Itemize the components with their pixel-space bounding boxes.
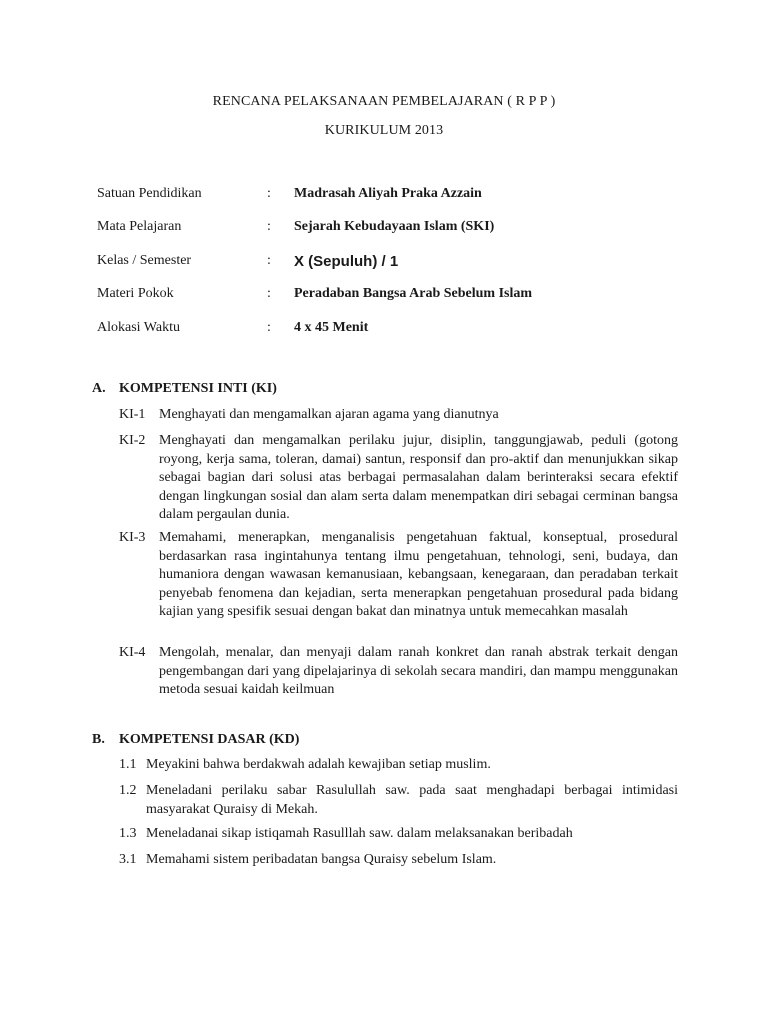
kd-item <box>119 851 678 870</box>
kd-text: Meneladani perilaku sabar Rasulullah saw. pada saat menghadapi berbagai intimidasi masyarakat Quraisy di Mekah. <box>146 783 678 817</box>
identity-row-satuan <box>97 186 697 219</box>
identity-value: Sejarah Kebudayaan Islam (SKI) <box>294 219 495 235</box>
identity-table <box>97 186 697 353</box>
identity-label: Satuan Pendidikan <box>97 186 202 201</box>
kd-number: 1.1 <box>119 757 137 772</box>
identity-row-materi <box>97 286 697 319</box>
ki-text: Menghayati dan mengamalkan ajaran agama yang dianutnya <box>159 407 499 422</box>
ki-item <box>119 432 678 525</box>
kd-item <box>119 782 678 819</box>
identity-label: Mata Pelajaran <box>97 219 182 235</box>
section-letter: B. <box>92 732 105 747</box>
identity-value: Peradaban Bangsa Arab Sebelum Islam <box>294 286 533 302</box>
identity-colon: : <box>267 286 271 302</box>
identity-label: Kelas / Semester <box>97 252 192 268</box>
document-subtitle: KURIKULUM 2013 <box>324 123 444 138</box>
kd-number: 3.1 <box>119 852 137 867</box>
ki-item <box>119 529 678 622</box>
section-a-heading <box>92 381 277 397</box>
identity-row-mapel <box>97 219 697 252</box>
ki-code: KI-3 <box>119 530 146 545</box>
kd-text: Memahami sistem peribadatan bangsa Quraisy sebelum Islam. <box>146 852 497 867</box>
identity-colon: : <box>267 219 271 235</box>
identity-row-kelas <box>97 253 697 286</box>
identity-value: 4 x 45 Menit <box>294 319 369 335</box>
ki-code: KI-4 <box>119 645 146 660</box>
ki-item <box>119 644 678 700</box>
identity-colon: : <box>267 186 271 201</box>
ki-code: KI-2 <box>119 433 146 448</box>
kd-text: Meneladanai sikap istiqamah Rasulllah saw. dalam melaksanakan beribadah <box>146 826 573 841</box>
document-title: RENCANA PELAKSANAAN PEMBELAJARAN ( R P P ) <box>212 94 556 109</box>
section-letter: A. <box>92 381 106 396</box>
identity-value: Madrasah Aliyah Praka Azzain <box>294 186 482 201</box>
ki-item <box>119 406 678 425</box>
kd-number: 1.3 <box>119 826 137 841</box>
identity-colon: : <box>267 319 271 335</box>
kd-item <box>119 825 678 844</box>
kd-text: Meyakini bahwa berdakwah adalah kewajiban setiap muslim. <box>146 757 491 772</box>
ki-text: Mengolah, menalar, dan menyaji dalam ranah konkret dan ranah abstrak terkait dengan pengembangan dari yang dipelajarinya di sekolah secara mandiri, dan mampu menggunakan metoda sesuai kaidah keilmuan <box>159 645 678 697</box>
identity-row-alokasi <box>97 320 697 353</box>
ki-text: Memahami, menerapkan, menganalisis pengetahuan faktual, konseptual, prosedural berdasarkan rasa ingintahunya tentang ilmu pengetahuan, tehnologi, seni, budaya, dan humaniora dengan wawasan kemanusiaan, kebangsaan, kenegaraan, dan peradaban terkait penyebab fenomena dan kejadian, serta menerapkan pengetahuan prosedural pada bidang kajian yang spesifik sesuai dengan bakat dan minatnya untuk memecahkan masalah <box>159 530 678 619</box>
section-b-heading <box>92 732 299 748</box>
kd-number: 1.2 <box>119 783 137 798</box>
identity-label: Alokasi Waktu <box>97 319 180 335</box>
ki-text: Menghayati dan mengamalkan perilaku jujur, disiplin, tanggungjawab, peduli (gotong royong, kerja sama, toleran, damai) santun, responsif dan pro-aktif dan menunjukkan sikap sebagai bagian dari solusi atas berbagai permasalahan dalam berinteraksi secara efektif dengan lingkungan sosial dan alam serta dalam menempatkan diri sebagai cerminan bangsa dalam pergaulan dunia. <box>159 433 678 522</box>
section-title: KOMPETENSI DASAR (KD) <box>119 732 300 747</box>
identity-label: Materi Pokok <box>97 286 174 302</box>
section-title: KOMPETENSI INTI (KI) <box>119 381 277 396</box>
identity-colon: : <box>267 252 271 268</box>
identity-value: X (Sepuluh) / 1 <box>294 252 399 270</box>
ki-code: KI-1 <box>119 407 146 422</box>
kd-item <box>119 756 678 775</box>
